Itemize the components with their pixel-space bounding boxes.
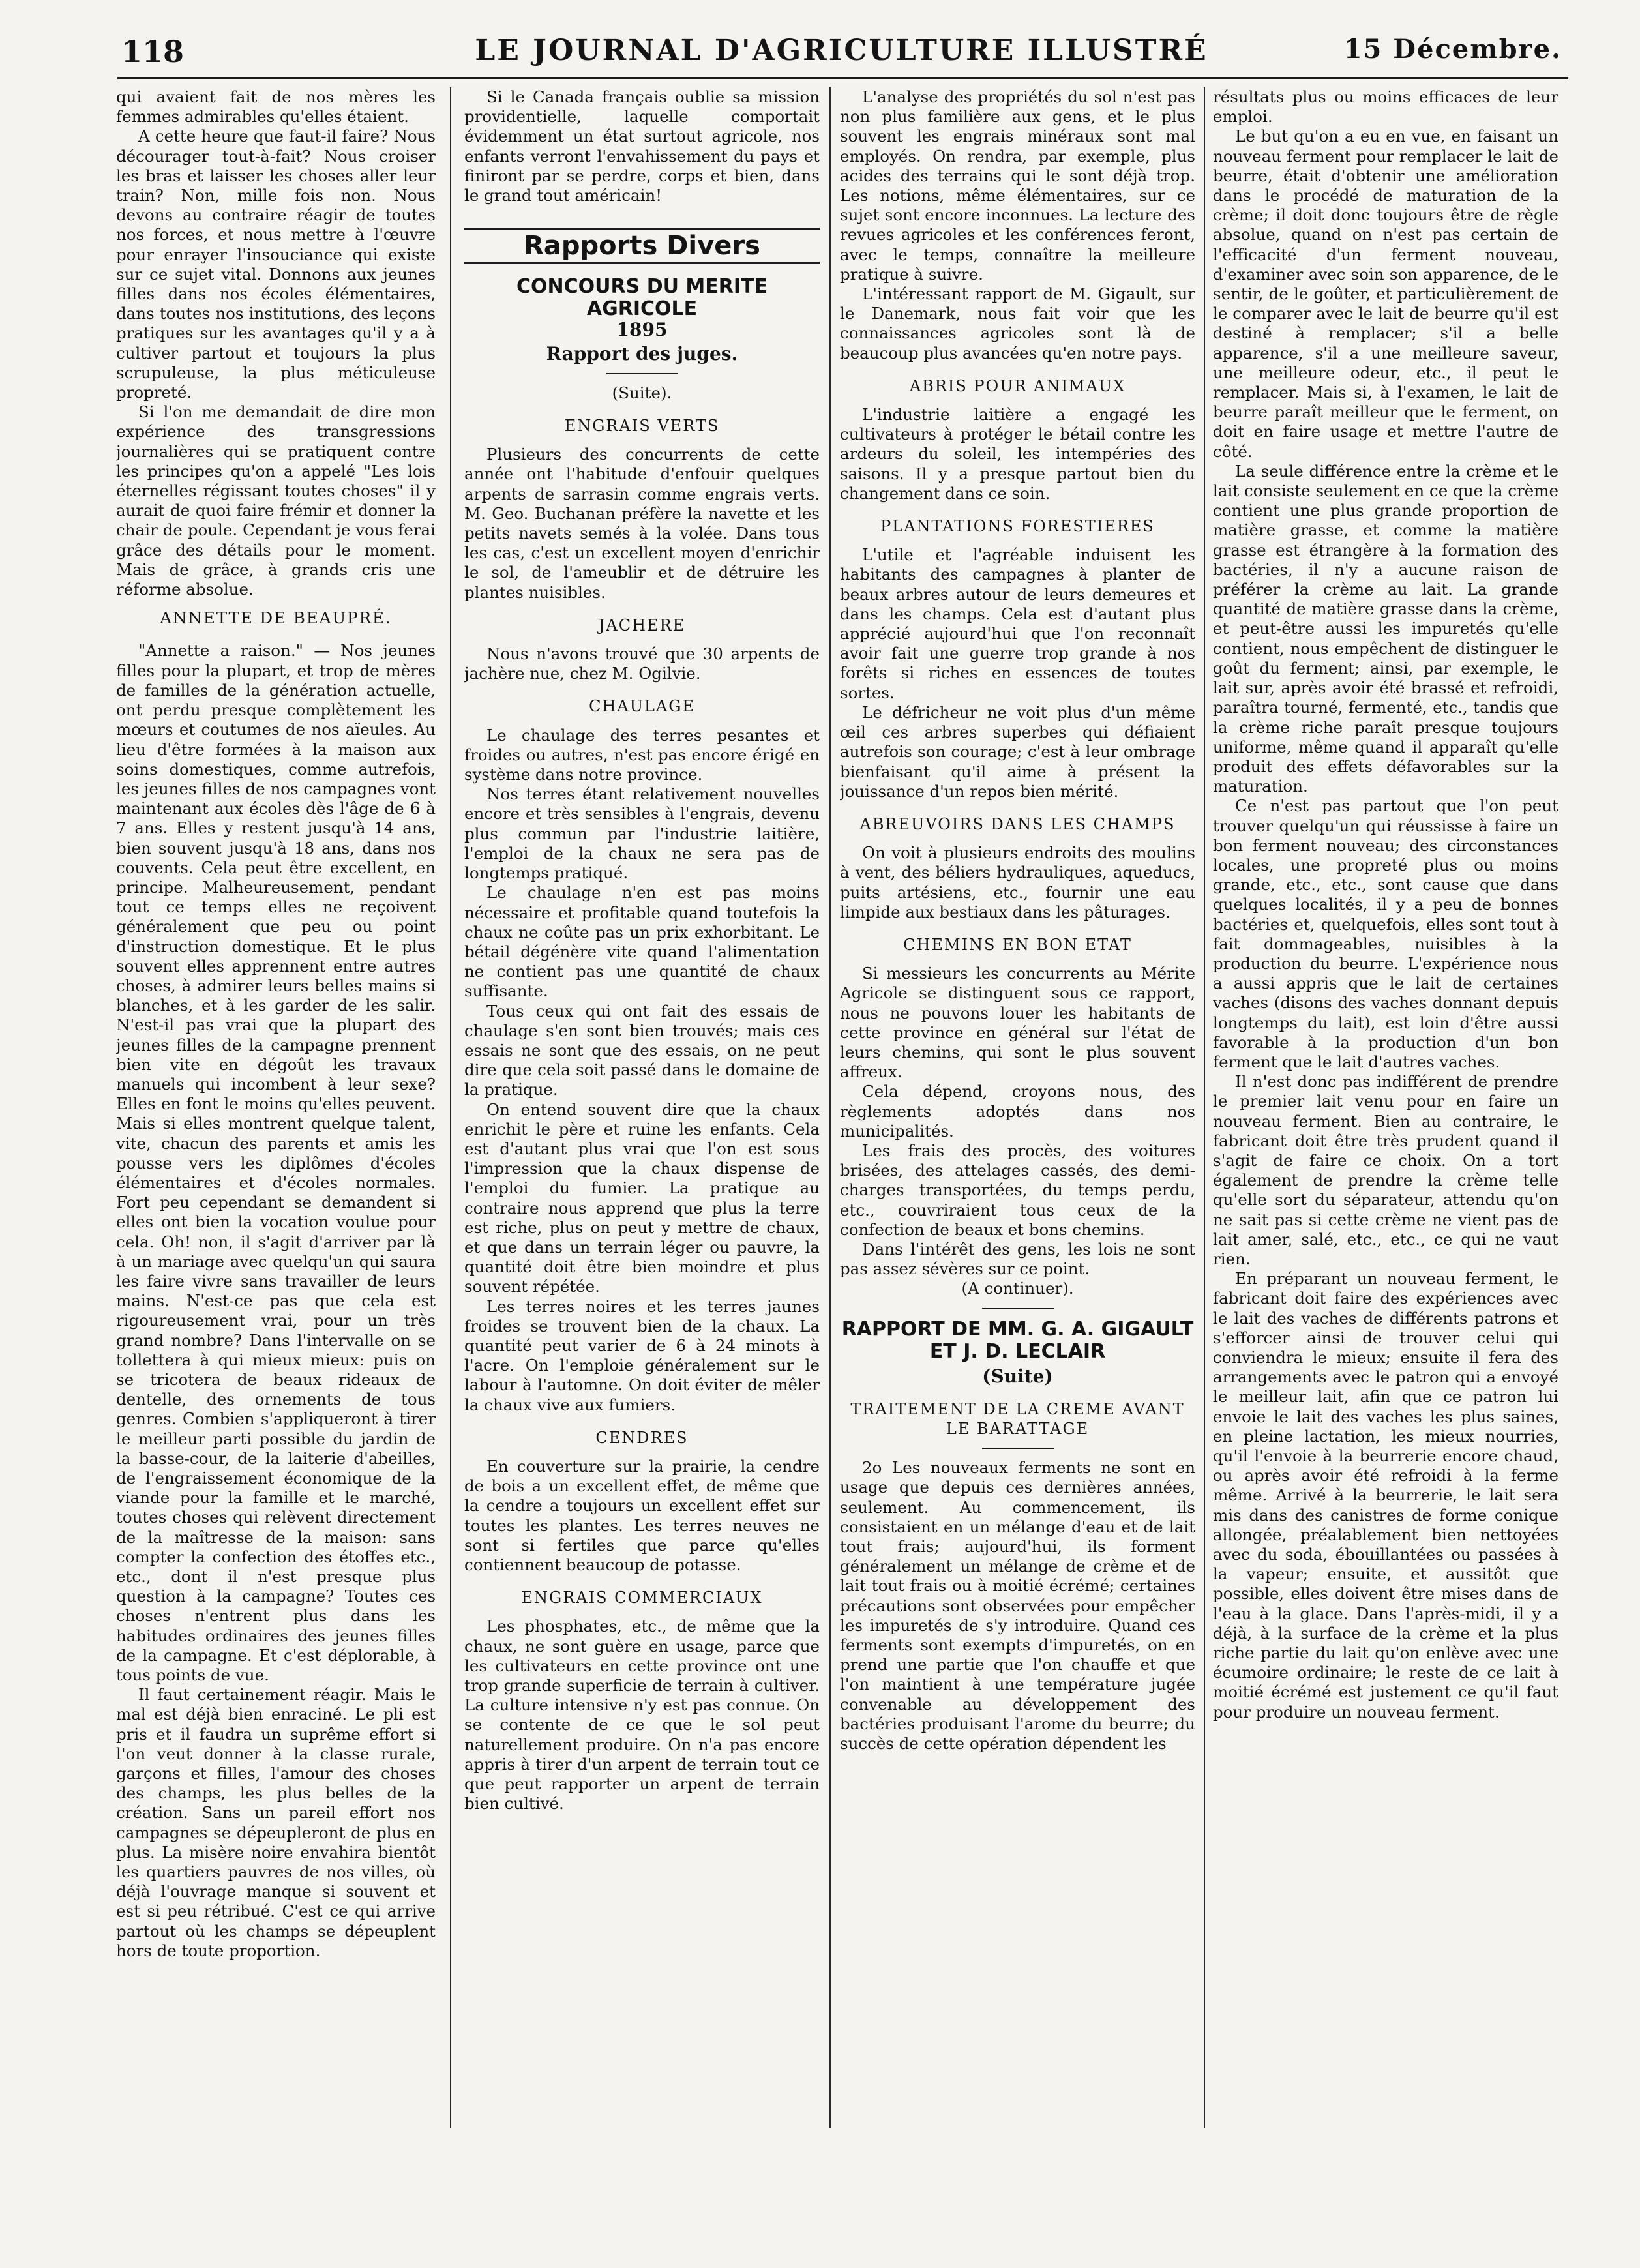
paragraph: L'utile et l'agréable induisent les habitants des campagnes à planter de beaux arbres autour de leurs demeures et dans les champs. Cela est d'autant plus apprécié aujourd'hui que l'on reconnaît avoir fait une guerre trop grande à nos forêts si riches en essences de toutes sortes. (840, 545, 1195, 702)
subheading: CHEMINS EN BON ETAT (903, 935, 1132, 954)
paragraph: La seule différence entre la crème et le lait consiste seulement en ce que la crème contient une plus grande proportion de matière grasse, et comme la matière grasse est étrangère à la formation des bactéries, il n'y a aucune raison de préférer la crème au lait. La grande quantité de matière grasse dans la crème, et peut-être aussi les impuretés qu'elle contient, nous empêchent de distinguer le goût du ferment; ainsi, par exemple, le lait sur, après avoir été brassé et refroidi, paraîtra tourné, fermenté, etc., tandis que la crème riche paraît presque toujours uniforme, même quand il apparaît qu'elle produit des effets défavorables sur la maturation. (1213, 461, 1558, 796)
subheading: CHAULAGE (589, 697, 695, 716)
paragraph: Plusieurs des concurrents de cette année ont l'habitude d'enfouir quelques arpents de sarrasin comme engrais verts. M. Geo. Buchanan préfère la navette et les petits navets semés à la volée. Dans tous les cas, c'est un excellent moyen d'enrichir le sol, de l'ameublir et de détruire les plantes nuisibles. (464, 445, 820, 602)
subheading: JACHERE (598, 616, 686, 634)
column-3 (840, 87, 1195, 2122)
column-2 (464, 87, 820, 2122)
paragraph: Si l'on me demandait de dire mon expérience des transgressions journalières qui se pratiquent contre les principes qu'on a appelé "Les lois éternelles régissant toutes choses" il y aurait de quoi faire frémir et donner la chair de poule. Cependant je vous ferai grâce des détails pour le moment. Mais de grâce, à grands cris une réforme absolue. (116, 402, 436, 599)
paragraph: Le but qu'on a eu en vue, en faisant un nouveau ferment pour remplacer le lait de beurre, était d'obtenir une amélioration dans le procédé de maturation de la crème; il doit donc toujours être de règle absolue, quand on n'est pas certain de l'efficacité d'un ferment nouveau, d'examiner avec soin son apparence, de le sentir, de le goûter, et particulièrement de le comparer avec le lait de beurre qu'il est destiné à remplacer; s'il a belle apparence, s'il a une meilleure saveur, une meilleure odeur, etc., il peut le remplacer. Mais si, à l'examen, le lait de beurre paraît meilleur que le ferment, on doit en faire usage et mettre l'autre de côté. (1213, 127, 1558, 461)
paragraph: Si messieurs les concurrents au Mérite Agricole se distinguent sous ce rapport, nous ne pouvons louer les habitants de cette province en général sur l'état de leurs chemins, qui sont le plus souvent affreux. (840, 964, 1195, 1082)
paragraph: L'analyse des propriétés du sol n'est pas non plus familière aux gens, et le plus souvent les engrais minéraux sont mal employés. On rendra, par exemple, plus acides des terrains qui le sont déjà trop. Les notions, même élémentaires, sur ce sujet sont encore inconnues. La lecture des revues agricoles et les conférences feront, avec le temps, connaître la meilleure pratique à suivre. (840, 87, 1195, 284)
paragraph: On voit à plusieurs endroits des moulins à vent, des béliers hydrauliques, aqueducs, puits artésiens, etc., fournir une eau limpide aux bestiaux dans les pâturages. (840, 843, 1195, 921)
paragraph: Il faut certainement réagir. Mais le mal est déjà bien enraciné. Le pli est pris et il faudra un suprême effort si l'on veut donner à la classe rurale, garçons et filles, l'amour des choses des champs, les plus belles de la création. Sans un pareil effort nos campagnes se dépeupleront de plus en plus. La misère noire envahira bientôt les quartiers pauvres de nos villes, où déjà l'ouvrage manque si souvent et est si peu rétribué. C'est ce qui arrive partout où les champs se dépeuplent hors de toute proportion. (116, 1685, 436, 1960)
subheading: ABRIS POUR ANIMAUX (909, 376, 1126, 395)
column-4 (1213, 87, 1558, 2122)
column-1 (116, 87, 436, 2122)
column-divider (450, 87, 451, 2128)
column-divider (829, 87, 831, 2128)
journal-title: LE JOURNAL D'AGRICULTURE ILLUSTRÉ (475, 34, 1208, 67)
subheading: ENGRAIS VERTS (564, 417, 720, 436)
paragraph: Nos terres étant relativement nouvelles encore et très sensibles à l'engrais, devenu plus commun par l'industrie laitière, l'emploi de la chaux ne sera pas de longtemps pratiqué. (464, 784, 820, 883)
subheading: CENDRES (595, 1428, 689, 1447)
paragraph: Dans l'intérêt des gens, les lois ne sont pas assez sévères sur ce point. (840, 1239, 1195, 1279)
paragraph: A cette heure que faut-il faire? Nous décourager tout-à-fait? Nous croiser les bras et laisser les choses aller leur train? Non, mille fois non. Nous devons au contraire réagir de toutes nos forces, et nous mettre à l'œuvre pour enrayer l'insouciance qui existe sur ce sujet vital. Donnons aux jeunes filles dans nos écoles élémentaires, dans toutes nos institutions, des leçons pratiques sur les avantages qu'il y a à cultiver partout et toujours la plus scrupuleuse, la plus méticuleuse propreté. (116, 127, 436, 402)
divider (982, 1308, 1054, 1309)
article-year: 1895 (616, 319, 668, 341)
paragraph: En préparant un nouveau ferment, le fabricant doit faire des expériences avec le lait des vaches de différents patrons et s'efforcer ainsi de trouver celui qui conviendra le mieux; ensuite il fera des arrangements avec le patron qui a envoyé le meilleur lait, afin que ce patron lui envoie le lait des vaches les plus saines, en pleine lactation, les mieux nourries, qu'il l'envoie à la beurrerie encore chaud, ou après avoir été refroidi à la ferme même. Arrivé à la beurrerie, le lait sera mis dans des canistres de forme conique allongée, préalablement bien nettoyées avec du soda, ébouillantées ou passées à la vapeur; ensuite, et aussitôt que possible, elles doivent être mises dans de l'eau à la glace. Dans l'après-midi, il y a déjà, à la surface de la crème et la plus riche partie du lait qu'on enlève avec une écumoire ordinaire; le reste de ce lait à moitié écrémé est justement ce qu'il faut pour produire un nouveau ferment. (1213, 1269, 1558, 1722)
paragraph: Ce n'est pas partout que l'on peut trouver quelqu'un qui réussisse à faire un bon ferment nouveau; des circonstances locales, une propreté plus ou moins grande, etc., etc., sont cause que dans quelques localités, il y a peu de bonnes bactéries et, quelquefois, elles sont tout à fait dommageables, nuisibles à la production du beurre. L'expérience nous a aussi appris que le lait de certaines vaches (disons des vaches donnant depuis longtemps du lait), est loin d'être aussi favorable à la production d'un bon ferment que le lait d'autres vaches. (1213, 796, 1558, 1071)
column-divider (1204, 87, 1205, 2128)
header-rule (117, 77, 1568, 79)
paragraph: On entend souvent dire que la chaux enrichit le père et ruine les enfants. Cela est d'autant plus vrai que l'on est sous l'impression que la chaux dispense de l'emploi du fumier. La pratique au contraire nous apprend que plus la terre est riche, plus on peut y mettre de chaux, et que dans un terrain léger ou pauvre, la quantité doit être bien moindre et plus souvent répétée. (464, 1099, 820, 1296)
paragraph: résultats plus ou moins efficaces de leur emploi. (1213, 87, 1558, 127)
section-banner (464, 228, 820, 264)
subheading: PLANTATIONS FORESTIERES (880, 517, 1155, 536)
paragraph: 2o Les nouveaux ferments ne sont en usage que depuis ces dernières années, seulement. Au commencement, ils consistaient en un mélange d'eau et de lait tout frais; aujourd'hui, ils forment généralement un mélange de crème et de lait tout frais ou à moitié écrémé; certaines précautions sont observées pour empêcher les impuretés de s'y introduire. Quand ces ferments sont exempts d'impuretés, on en prend une partie que l'on chauffe et que l'on maintient à une température jugée convenable au développement des bactéries produisant l'arome du beurre; du succès de cette opération dépendent les (840, 1458, 1195, 1753)
paragraph: Tous ceux qui ont fait des essais de chaulage s'en sont bien trouvés; mais ces essais ne sont que des essais, on ne peut dire que cela soit passé dans le domaine de la pratique. (464, 1001, 820, 1099)
continued-note: (A continuer). (961, 1279, 1074, 1298)
suite-note: (Suite). (612, 383, 672, 402)
paragraph: En couverture sur la prairie, la cendre de bois a un excellent effet, de même que la cendre a toujours un excellent effet sur toutes les plantes. Les terres neuves ne sont si fertiles que parce qu'elles contiennent beaucoup de potasse. (464, 1456, 820, 1574)
paragraph: qui avaient fait de nos mères les femmes admirables qu'elles étaient. (116, 87, 436, 127)
paragraph: "Annette a raison." — Nos jeunes filles pour la plupart, et trop de mères de familles de la génération actuelle, ont perdu presque complètement les mœurs et coutumes de nos aïeules. Au lieu d'être formées à la maison aux soins domestiques, comme autrefois, les jeunes filles de nos campagnes vont maintenant aux écoles dès l'âge de 6 à 7 ans. Elles y restent jusqu'à 14 ans, bien souvent jusqu'à 18 ans, dans nos couvents. Cela peut être excellent, en principe. Malheureusement, pendant tout ce temps elles ne reçoivent généralement que peu ou point d'instruction domestique. Et le plus souvent elles apprennent entre autres choses, à admirer leurs belles mains si blanches, et à les garder de les salir. N'est-il pas vrai que la plupart des jeunes filles de la campagne prennent bien vite en dégoût les travaux manuels qui incombent à leur sexe? Elles en font le moins qu'elles peuvent. Mais si elles montrent quelque talent, vite, chacun des parents et amis les pousse vers les diplômes d'écoles élémentaires et d'écoles normales. Fort peu cependant se demandent si elles ont bien la vocation voulue pour cela. Oh! non, il s'agit d'arriver par là à un mariage avec quelqu'un qui saura les faire vivre sans travailler de leurs mains. N'est-ce pas que cela est rigoureusement vrai, pour un très grand nombre? Dans l'intervalle on se tollettera à qui mieux mieux: puis on se tricotera de beaux rideaux de dentelle, des ornements de tous genres. Combien s'appliqueront à tirer le meilleur parti possible du jardin de la basse-cour, de la laiterie d'abeilles, de l'engraissement économique de la viande pour la famille et le marché, toutes choses qui relèvent directement de la maîtresse de la maison: sans compter la confection des étoffes etc., etc., dont il n'est presque plus question à la campagne? Toutes ces choses n'entrent plus dans les habitudes ordinaires des jeunes filles de la campagne. Et c'est déplorable, à tous points de vue. (116, 641, 436, 1685)
paragraph: Le chaulage des terres pesantes et froides ou autres, n'est pas encore érigé en système dans notre province. (464, 725, 820, 784)
divider (982, 1448, 1054, 1449)
paragraph: L'industrie laitière a engagé les cultivateurs à protéger le bétail contre les ardeurs du soleil, les intempéries des saisons. Il y a presque partout bien du changement dans ce soin. (840, 405, 1195, 503)
paragraph: Cela dépend, croyons nous, des règlements adoptés dans nos municipalités. (840, 1082, 1195, 1141)
divider (606, 373, 678, 374)
paragraph: Les terres noires et les terres jaunes froides se trouvent bien de la chaux. La quantité peut varier de 6 à 24 minots à l'acre. On l'emploie généralement sur le labour à l'automne. On doit éviter de mêler la chaux vive aux fumiers. (464, 1296, 820, 1414)
masthead (121, 34, 1562, 74)
paragraph: Le défricheur ne voit plus d'un même œil ces arbres superbes qui défiaient autrefois son courage; c'est à leur ombrage bienfaisant qu'il aime à présent la jouissance d'un repos bien mérité. (840, 702, 1195, 801)
article-subtitle: Rapport des juges. (546, 342, 738, 365)
issue-date: 15 Décembre. (1343, 34, 1562, 65)
subheading: TRAITEMENT DE LA CREME AVANT LE BARATTAGE (850, 1399, 1185, 1438)
subheading: ABREUVOIRS DANS LES CHAMPS (859, 814, 1176, 833)
page-number: 118 (121, 34, 185, 69)
section-title: Rapports Divers (524, 231, 760, 261)
paragraph: Si le Canada français oublie sa mission providentielle, laquelle comportait évidemment un état surtout agricole, nos enfants verront l'envahissement du pays et finiront par se perdre, corps et bien, dans le grand tout américain! (464, 87, 820, 205)
suite-note: (Suite) (982, 1365, 1053, 1387)
paragraph: Les phosphates, etc., de même que la chaux, ne sont guère en usage, parce que les cultivateurs en cette province ont une trop grande superficie de terrain à cultiver. La culture intensive n'y est pas connue. On se contente de ce que le sol peut naturellement produire. On n'a pas encore appris à tirer d'un arpent de terrain tout ce que peut rapporter un arpent de terrain bien cultivé. (464, 1617, 820, 1813)
paragraph: Il n'est donc pas indifférent de prendre le premier lait venu pour en faire un nouveau ferment. Bien au contraire, le fabricant doit être très prudent quand il s'agit de faire ce choix. On a tort également de prendre la crème telle qu'elle sort du séparateur, attendu qu'on ne sait pas si cette crème ne vient pas de lait amer, salé, etc., etc., ce qui ne vaut rien. (1213, 1072, 1558, 1268)
paragraph: L'intéressant rapport de M. Gigault, sur le Danemark, nous fait voir que les connaissances agricoles sont là de beaucoup plus avancées qu'en notre pays. (840, 284, 1195, 363)
paragraph: Les frais des procès, des voitures brisées, des attelages cassés, des demi-charges transportées, du temps perdu, etc., couvriraient tous ceux de la confection de beaux et bons chemins. (840, 1141, 1195, 1239)
paragraph: Nous n'avons trouvé que 30 arpents de jachère nue, chez M. Ogilvie. (464, 644, 820, 683)
author-signature: ANNETTE DE BEAUPRÉ. (160, 608, 392, 628)
subheading: ENGRAIS COMMERCIAUX (521, 1589, 763, 1607)
paragraph: Le chaulage n'en est pas moins nécessaire et profitable quand toutefois la chaux ne coûte pas un prix exhorbitant. Le bétail dégénère vite quand l'alimentation ne contient pas une quantité de chaux suffisante. (464, 883, 820, 1001)
article-title: CONCOURS DU MERITE AGRICOLE (516, 275, 768, 321)
article-title: RAPPORT DE MM. G. A. GIGAULT ET J. D. LECLAIR (841, 1317, 1194, 1363)
